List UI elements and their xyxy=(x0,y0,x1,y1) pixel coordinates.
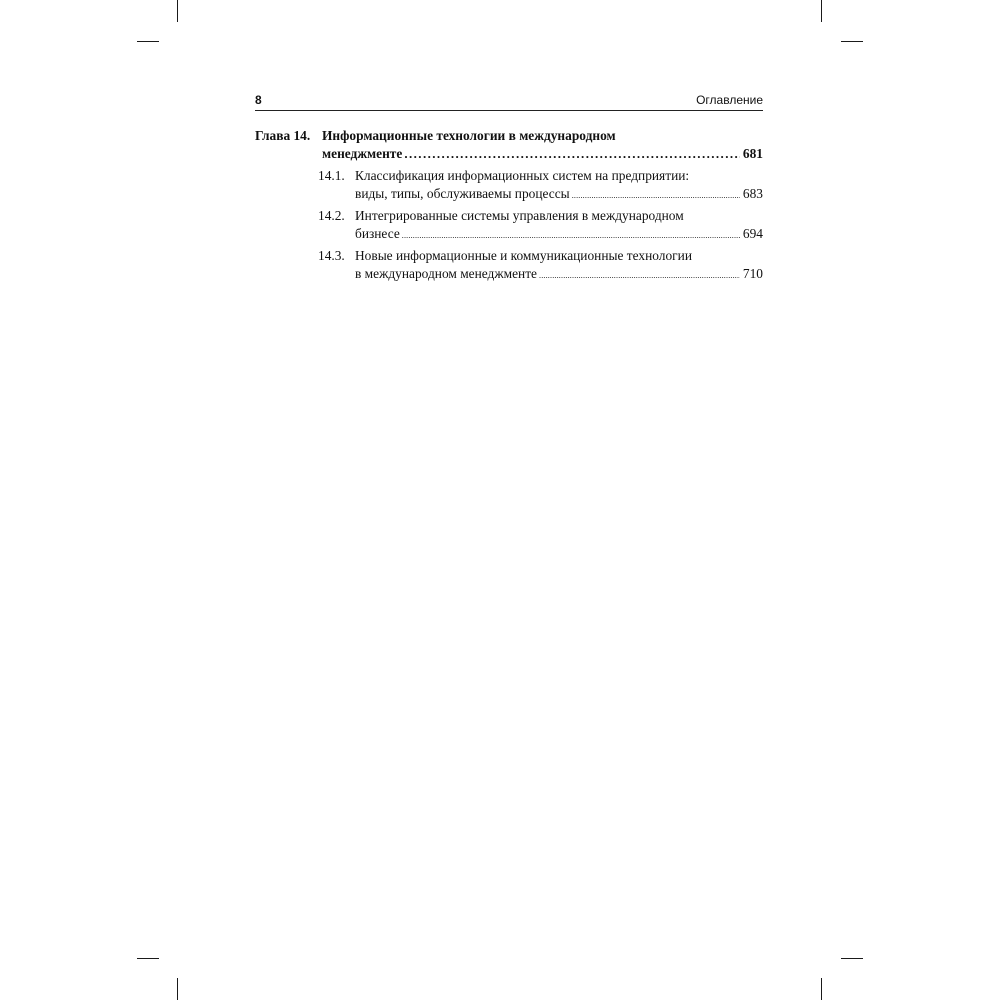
section-title-line-2: бизнесе xyxy=(355,225,400,241)
section-title-line-1: Классификация информационных систем на предприятии: xyxy=(355,168,690,183)
crop-mark-bottom-left-horizontal xyxy=(137,958,159,959)
section-number: 14.1. xyxy=(318,168,345,183)
chapter-label: Глава 14. xyxy=(255,128,311,143)
chapter-title-line-1: Информационные технологии в международном xyxy=(322,128,616,143)
dot-leader xyxy=(402,227,740,245)
toc-section-entry[interactable] xyxy=(318,167,763,204)
section-page-number: 694 xyxy=(742,225,763,241)
section-title-line-2: в международном менеджменте xyxy=(355,265,537,281)
section-number: 14.2. xyxy=(318,208,345,223)
section-page-number: 710 xyxy=(742,265,763,281)
crop-mark-top-left-vertical xyxy=(177,0,178,22)
crop-mark-bottom-right-vertical xyxy=(821,978,822,1000)
dot-leader xyxy=(404,145,740,163)
dot-leader xyxy=(539,267,740,285)
crop-mark-top-right-vertical xyxy=(821,0,822,22)
page-number: 8 xyxy=(255,93,262,107)
toc-section-list xyxy=(255,167,763,284)
toc-section-entry[interactable] xyxy=(318,207,763,244)
chapter-page-number: 681 xyxy=(742,145,763,161)
chapter-title-line-2: менеджменте xyxy=(322,145,403,161)
crop-mark-bottom-right-horizontal xyxy=(841,958,863,959)
section-title-line-1: Новые информационные и коммуникационные технологии xyxy=(355,248,692,263)
dot-leader xyxy=(572,187,740,205)
section-number: 14.3. xyxy=(318,248,345,263)
toc-chapter-entry[interactable] xyxy=(255,127,763,162)
crop-mark-bottom-left-vertical xyxy=(177,978,178,1000)
crop-mark-top-left-horizontal xyxy=(137,41,159,42)
running-header xyxy=(255,92,763,111)
section-title-line-1: Интегрированные системы управления в международном xyxy=(355,208,684,223)
section-page-number: 683 xyxy=(742,185,763,201)
toc-section-entry[interactable] xyxy=(318,247,763,284)
crop-mark-top-right-horizontal xyxy=(841,41,863,42)
table-of-contents xyxy=(255,127,763,287)
section-title-line-2: виды, типы, обслуживаемы процессы xyxy=(355,185,570,201)
running-header-title: Оглавление xyxy=(696,93,763,107)
